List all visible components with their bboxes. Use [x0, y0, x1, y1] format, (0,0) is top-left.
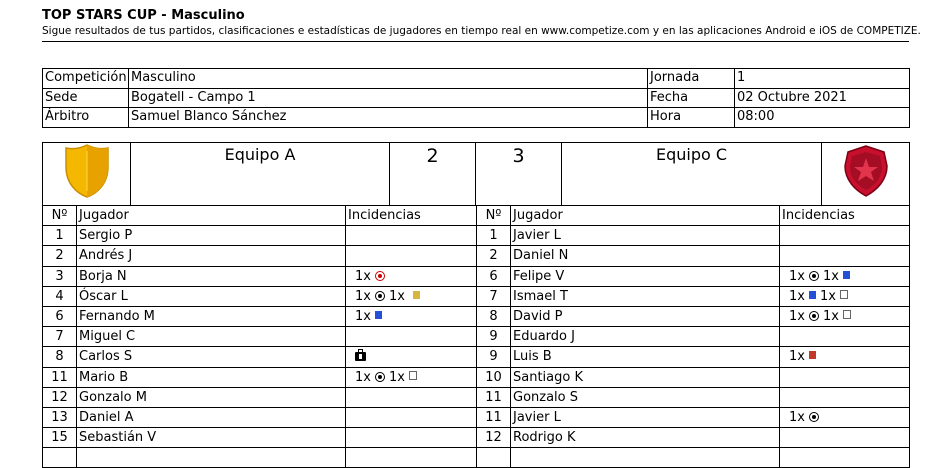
away-player-incidents: [780, 407, 910, 427]
home-player-name: Miguel C: [77, 327, 346, 347]
own-goal-icon: [375, 271, 385, 281]
incident-count: 1x: [789, 309, 805, 325]
teams-score-table: [42, 142, 910, 206]
header-divider: [42, 41, 909, 42]
incident-count: 1x: [789, 349, 805, 365]
home-player-number: 6: [43, 306, 77, 326]
medical-kit-icon: [355, 352, 366, 361]
away-player-incidents: [780, 306, 910, 326]
away-player-number: 10: [477, 367, 511, 387]
home-shield-icon: [63, 143, 111, 199]
away-player-name: Gonzalo S: [511, 387, 780, 407]
home-player-number: 15: [43, 428, 77, 448]
away-player-name: Felipe V: [511, 266, 780, 286]
incident-count: 1x: [819, 288, 836, 304]
home-player-number: 1: [43, 226, 77, 246]
incident-count: 1x: [355, 288, 371, 304]
empty-cell: [780, 448, 910, 468]
sede-value: Bogatell - Campo 1: [129, 88, 648, 108]
goal-icon: [375, 372, 385, 382]
table-row: [43, 367, 910, 387]
home-player-incidents: [346, 246, 477, 266]
info-row-arbitro: [43, 108, 910, 128]
empty-cell: [43, 448, 77, 468]
away-player-name: Eduardo J: [511, 327, 780, 347]
white-card-icon: [840, 290, 848, 299]
competicion-label: Competición: [43, 69, 129, 89]
empty-cell: [511, 448, 780, 468]
jornada-label: Jornada: [648, 69, 735, 89]
home-player-number: 11: [43, 367, 77, 387]
table-row: [43, 286, 910, 306]
away-player-name: Javier L: [511, 226, 780, 246]
away-player-incidents: [780, 347, 910, 367]
players-header-row: [43, 206, 910, 226]
incident-count: 1x: [388, 288, 405, 304]
incident-count: 1x: [355, 369, 371, 385]
away-player-number: 9: [477, 327, 511, 347]
home-player-name: Carlos S: [77, 347, 346, 367]
incident-count: 1x: [822, 268, 839, 284]
empty-cell: [477, 448, 511, 468]
match-info-table: [42, 68, 910, 128]
table-row: [43, 428, 910, 448]
document-subtitle: Sigue resultados de tus partidos, clasificaciones e estadísticas de jugadores en tiempo real en www.competize.com y en las aplicaciones Android e iOS de COMPETIZE.: [42, 25, 921, 37]
home-player-incidents: [346, 306, 477, 326]
away-player-name: David P: [511, 306, 780, 326]
competicion-value: Masculino: [129, 69, 648, 89]
home-player-name: Sergio P: [77, 226, 346, 246]
home-player-name: Gonzalo M: [77, 387, 346, 407]
away-player-number: 9: [477, 347, 511, 367]
away-player-incidents: [780, 226, 910, 246]
table-row: [43, 266, 910, 286]
table-row: [43, 407, 910, 427]
table-row: [43, 347, 910, 367]
goal-icon: [809, 311, 819, 321]
away-player-incidents: [780, 286, 910, 306]
fecha-value: 02 Octubre 2021: [735, 88, 910, 108]
jornada-value: 1: [735, 69, 910, 89]
hora-value: 08:00: [735, 108, 910, 128]
yellow-card-icon: [413, 291, 420, 299]
home-player-name: Borja N: [77, 266, 346, 286]
home-player-incidents: [346, 428, 477, 448]
home-player-incidents: [346, 347, 477, 367]
table-row-empty: [43, 448, 910, 468]
empty-cell: [77, 448, 346, 468]
home-player-name: Daniel A: [77, 407, 346, 427]
home-player-incidents: [346, 407, 477, 427]
blue-card-icon: [375, 311, 382, 319]
away-player-incidents: [780, 428, 910, 448]
incident-count: 1x: [789, 288, 805, 304]
away-player-incidents: [780, 327, 910, 347]
away-player-incidents: [780, 246, 910, 266]
incident-count: 1x: [822, 309, 839, 325]
table-row: [43, 226, 910, 246]
home-player-number: 2: [43, 246, 77, 266]
away-player-name: Santiago K: [511, 367, 780, 387]
arbitro-value: Samuel Blanco Sánchez: [129, 108, 648, 128]
table-row: [43, 387, 910, 407]
blue-card-icon: [843, 271, 850, 279]
incident-count: 1x: [789, 268, 805, 284]
table-row: [43, 306, 910, 326]
goal-icon: [809, 412, 819, 422]
home-player-name: Sebastián V: [77, 428, 346, 448]
away-num-header: Nº: [477, 206, 511, 226]
home-player-number: 8: [43, 347, 77, 367]
away-player-number: 6: [477, 266, 511, 286]
away-player-number: 1: [477, 226, 511, 246]
home-incidents-header: Incidencias: [346, 206, 477, 226]
incident-count: 1x: [355, 268, 371, 284]
table-row: [43, 246, 910, 266]
away-player-number: 2: [477, 246, 511, 266]
away-incidents-header: Incidencias: [780, 206, 910, 226]
home-player-number: 12: [43, 387, 77, 407]
white-card-icon: [843, 310, 851, 319]
away-badge-cell: [822, 143, 910, 206]
away-player-name: Javier L: [511, 407, 780, 427]
away-player-name: Luis B: [511, 347, 780, 367]
home-player-name: Fernando M: [77, 306, 346, 326]
incident-count: 1x: [388, 369, 405, 385]
home-player-number: 13: [43, 407, 77, 427]
home-player-incidents: [346, 367, 477, 387]
home-player-incidents: [346, 286, 477, 306]
home-player-name: Mario B: [77, 367, 346, 387]
away-team-name: Equipo C: [562, 143, 822, 206]
fecha-label: Fecha: [648, 88, 735, 108]
home-score: 2: [390, 143, 476, 206]
home-player-header: Jugador: [77, 206, 346, 226]
home-player-name: Óscar L: [77, 286, 346, 306]
away-player-incidents: [780, 266, 910, 286]
info-row-sede: [43, 88, 910, 108]
away-player-number: 8: [477, 306, 511, 326]
goal-icon: [375, 291, 385, 301]
goal-icon: [809, 271, 819, 281]
home-player-incidents: [346, 327, 477, 347]
away-player-number: 11: [477, 387, 511, 407]
away-player-number: 7: [477, 286, 511, 306]
document-title: TOP STARS CUP - Masculino: [42, 8, 245, 23]
sede-label: Sede: [43, 88, 129, 108]
away-player-incidents: [780, 367, 910, 387]
table-row: [43, 327, 910, 347]
away-player-number: 11: [477, 407, 511, 427]
arbitro-label: Árbitro: [43, 108, 129, 128]
home-player-incidents: [346, 226, 477, 246]
away-player-incidents: [780, 387, 910, 407]
incident-count: 1x: [355, 309, 371, 325]
red-card-icon: [809, 351, 816, 359]
away-player-name: Rodrigo K: [511, 428, 780, 448]
hora-label: Hora: [648, 108, 735, 128]
blue-card-icon: [809, 291, 816, 299]
away-score: 3: [476, 143, 562, 206]
players-table: [42, 205, 910, 468]
home-player-incidents: [346, 266, 477, 286]
empty-cell: [346, 448, 477, 468]
home-player-number: 3: [43, 266, 77, 286]
home-team-name: Equipo A: [131, 143, 390, 206]
info-row-competicion: [43, 69, 910, 89]
home-player-name: Andrés J: [77, 246, 346, 266]
home-badge-cell: [43, 143, 131, 206]
white-card-icon: [409, 371, 417, 380]
away-player-name: Daniel N: [511, 246, 780, 266]
away-player-number: 12: [477, 428, 511, 448]
home-num-header: Nº: [43, 206, 77, 226]
home-player-number: 7: [43, 327, 77, 347]
home-player-number: 4: [43, 286, 77, 306]
away-player-name: Ismael T: [511, 286, 780, 306]
incident-count: 1x: [789, 409, 805, 425]
home-player-incidents: [346, 387, 477, 407]
away-shield-icon: [841, 144, 891, 198]
away-player-header: Jugador: [511, 206, 780, 226]
